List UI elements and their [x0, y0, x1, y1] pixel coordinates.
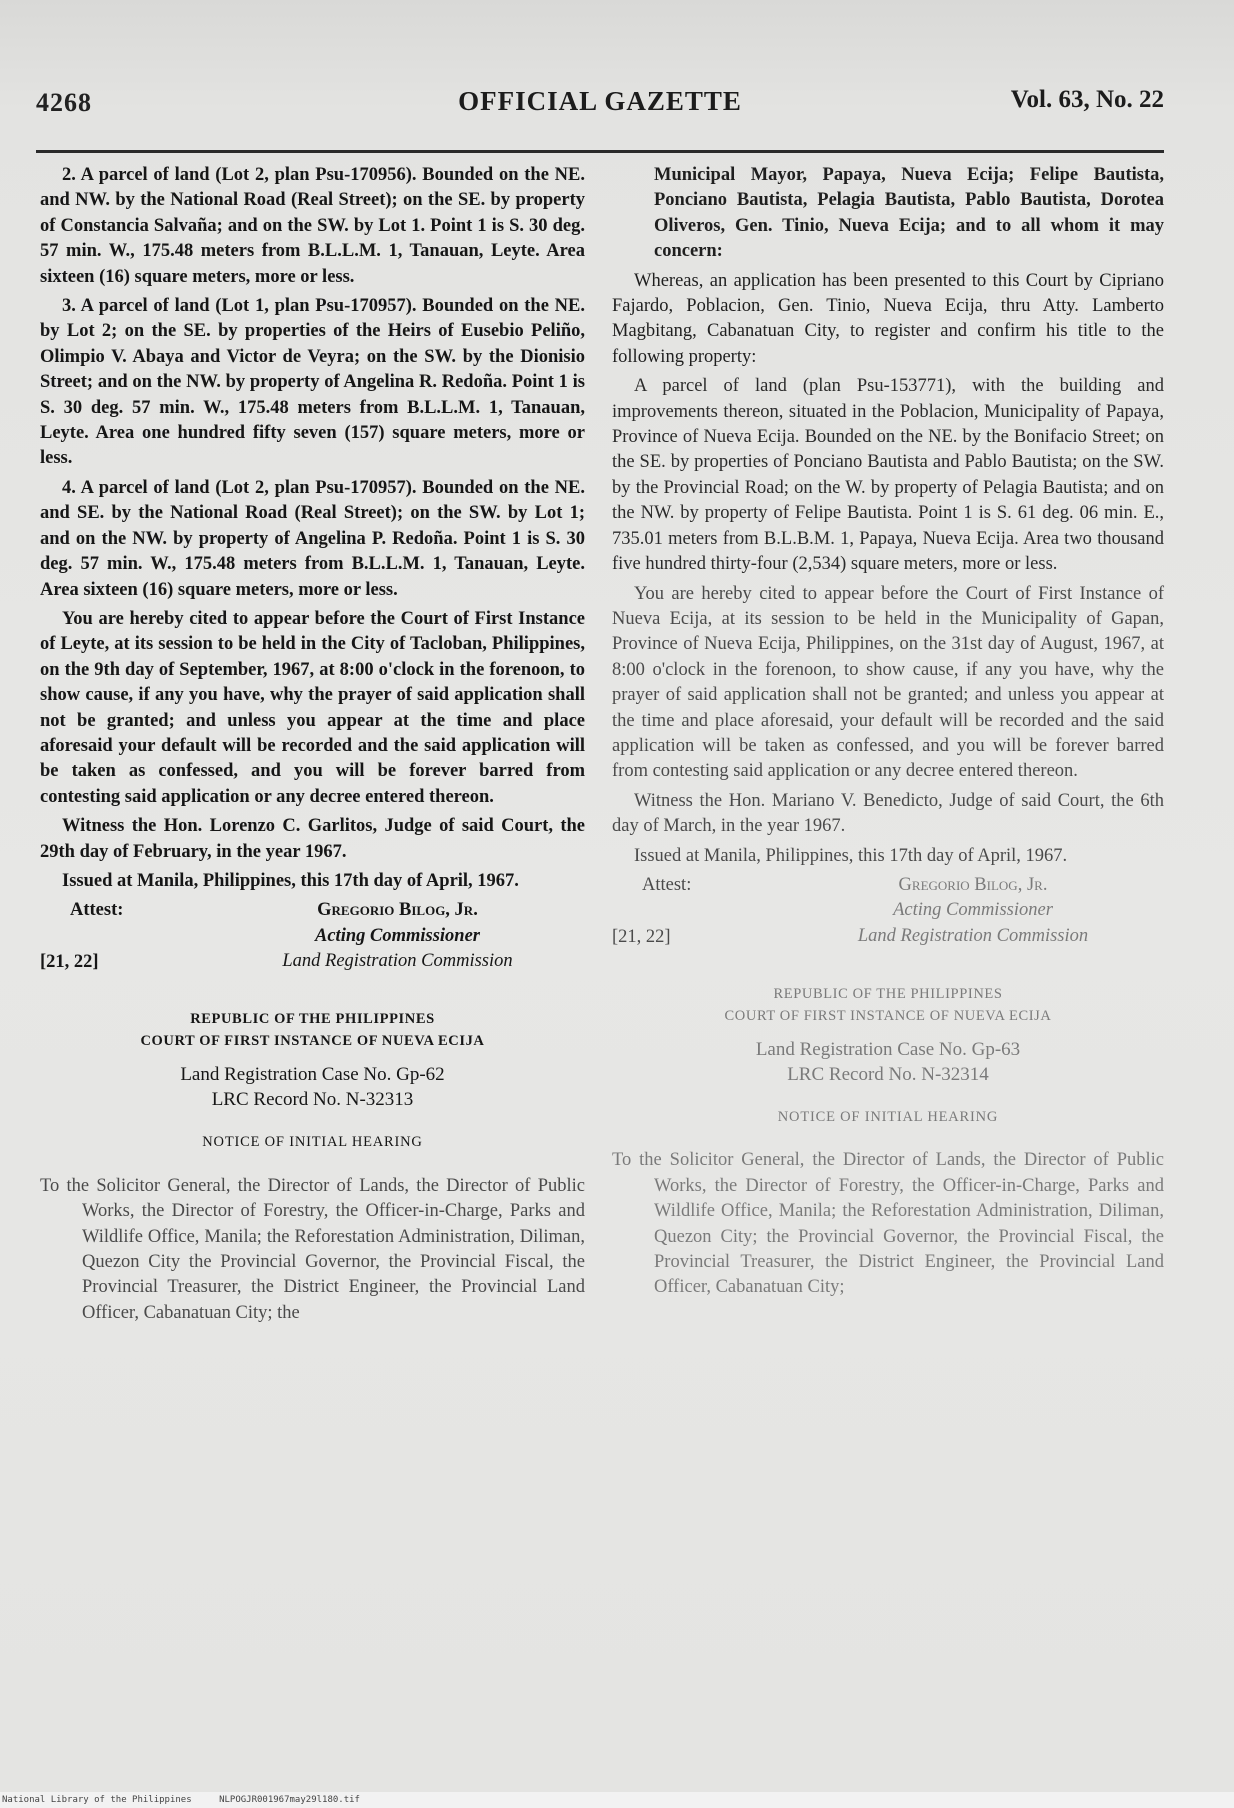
- case-number: Land Registration Case No. Gp-62: [180, 1064, 445, 1086]
- addressees-continued: Municipal Mayor, Papaya, Nueva Ecija; Felipe Bautista, Ponciano Bautista, Pelagia Bautista, Pablo Bautista, Dorotea Oliveros, Gen. Tinio, Nueva Ecija; and to all whom it may concern:: [654, 165, 1164, 262]
- library-credit: National Library of the Philippines: [2, 1795, 192, 1805]
- signer: [210, 898, 585, 974]
- citation-paragraph: You are hereby cited to appear before the Court of First Instance of Leyte, at its session to be held in the City of Tacloban, Philippines, on the 9th day of September, 1967, at 8:00 o'clock in the forenoon, to show cause, if any you have, why the prayer of said application shall not be granted; and unless you appear at the time and place aforesaid your default will be recorded and the said application will be taken as confessed, and you will be forever barred from contesting said application or any decree entered thereon.: [40, 608, 585, 807]
- signature-block: [612, 873, 1164, 953]
- parcel-2-paragraph: 2. A parcel of land (Lot 2, plan Psu-170956). Bounded on the NE. and NW. by the National Road (Real Street); on the SE. by property of Constancia Salvaña; and on the SW. by Lot 1. Point 1 is S. 30 deg. 57 min. W., 175.48 meters from B.L.L.M. 1, Tanauan, Leyte. Area sixteen (16) square meters, more or less.: [40, 165, 585, 287]
- left-column: [40, 163, 585, 1330]
- signer-office: Land Registration Commission: [282, 951, 513, 972]
- witness-paragraph: Witness the Hon. Mariano V. Benedicto, Judge of said Court, the 6th day of March, in the year 1967.: [612, 790, 1164, 837]
- lrc-record: LRC Record No. N-32314: [787, 1063, 989, 1085]
- signature-block: [40, 898, 585, 978]
- addressees-paragraph: To the Solicitor General, the Director of Lands, the Director of Public Works, the Director of Forestry, the Officer-in-Charge, Parks and Wildlife Office, Manila; the Reforestation Administration, Diliman, Quezon City; the Provincial Governor, the Provincial Fiscal, the Provincial Treasurer, the District Engineer, the Provincial Land Officer, Cabanatuan City;: [612, 1150, 1164, 1298]
- whereas-paragraph: Whereas, an application has been presented to this Court by Cipriano Fajardo, Poblacion, Gen. Tinio, Nueva Ecija, thru Atty. Lamberto Magbitang, Cabanatuan City, to register and confirm his title to the following property:: [612, 270, 1164, 367]
- attest-label: Attest:: [70, 900, 124, 921]
- signer-name: Gregorio Bilog, Jr.: [317, 900, 478, 921]
- scan-filename: NLPOGJR001967may29l180.tif: [219, 1795, 360, 1805]
- notice-title: NOTICE OF INITIAL HEARING: [777, 1108, 999, 1125]
- page-header: [36, 82, 1164, 128]
- parcel-3-paragraph: 3. A parcel of land (Lot 1, plan Psu-170957). Bounded on the NE. by Lot 2; on the SE. by properties of the Heirs of Eusebio Peliño, Olimpio V. Abaya and Victor de Veyra; on the SW. by the Dionisio Street; and on the NW. by property of Angelina R. Redoña. Point 1 is S. 30 deg. 57 min. W., 175.48 meters from B.L.L.M. 1, Tanauan, Leyte. Area one hundred fifty seven (157) square meters, more or less.: [40, 296, 585, 469]
- issued-paragraph: Issued at Manila, Philippines, this 17th day of April, 1967.: [62, 870, 519, 891]
- signer-office: Land Registration Commission: [857, 925, 1089, 946]
- republic-heading: REPUBLIC OF THE PHILIPPINES: [190, 1011, 435, 1028]
- lrc-record: LRC Record No. N-32313: [211, 1089, 414, 1111]
- header-rule: [36, 150, 1164, 153]
- court-heading: COURT OF FIRST INSTANCE OF NUEVA ECIJA: [140, 1033, 485, 1050]
- republic-heading: REPUBLIC OF THE PHILIPPINES: [773, 985, 1003, 1002]
- parcel-4-paragraph: 4. A parcel of land (Lot 2, plan Psu-170957). Bounded on the NE. and SE. by the National Road (Real Street); on the SW. by Lot 1; and on the NW. by property of Angelina P. Redoña. Point 1 is S. 30 deg. 57 min. W., 175.48 meters from B.L.L.M. 1, Tanauan, Leyte. Area sixteen (16) square meters, more or less.: [40, 477, 585, 600]
- parcel-paragraph: A parcel of land (plan Psu-153771), with the building and improvements thereon, situated in the Poblacion, Municipality of Papaya, Province of Nueva Ecija. Bounded on the NE. by the Bonifacio Street; on the SE. by properties of Ponciano Bautista and Pablo Bautista; on the SW. by the Provincial Road; on the W. by property of Pelagia Bautista; and on the NW. by property of Felipe Bautista. Point 1 is S. 61 deg. 06 min. E., 735.01 meters from B.L.B.M. 1, Papaya, Nueva Ecija. Area two thousand five hundred thirty-four (2,534) square meters, more or less.: [612, 376, 1164, 575]
- citation-paragraph: You are hereby cited to appear before the Court of First Instance of Nueva Ecija, at its session to be held in the Municipality of Gapan, Province of Nueva Ecija, Philippines, on the 31st day of August, 1967, at 8:00 o'clock in the forenoon, to show cause, if any you have, why the prayer of said application shall not be granted; and unless you appear at the time and place aforesaid, your default will be recorded and the said application will be taken as confessed, and you will be forever barred from contesting said application or any decree entered thereon.: [612, 583, 1164, 782]
- scan-footer: [0, 1792, 1234, 1808]
- signer-title: Acting Commissioner: [893, 900, 1053, 921]
- issued-paragraph: Issued at Manila, Philippines, this 17th day of April, 1967.: [634, 845, 1068, 866]
- signer: [782, 873, 1164, 949]
- case-number: Land Registration Case No. Gp-63: [755, 1038, 1021, 1060]
- witness-paragraph: Witness the Hon. Lorenzo C. Garlitos, Judge of said Court, the 29th day of February, in the year 1967.: [40, 816, 585, 862]
- signer-name: Gregorio Bilog, Jr.: [898, 874, 1048, 895]
- court-heading: COURT OF FIRST INSTANCE OF NUEVA ECIJA: [724, 1007, 1052, 1024]
- notice-heading-block: [40, 1008, 585, 1155]
- issue-reference: [21, 22]: [612, 926, 671, 947]
- page-number: 4268: [36, 88, 92, 117]
- publication-title: OFFICIAL GAZETTE: [458, 86, 742, 116]
- volume-issue: Vol. 63, No. 22: [1010, 86, 1164, 113]
- signer-title: Acting Commissioner: [315, 925, 480, 946]
- attest-label: Attest:: [642, 874, 692, 895]
- issue-reference: [21, 22]: [40, 952, 99, 973]
- notice-title: NOTICE OF INITIAL HEARING: [202, 1134, 423, 1151]
- addressees-paragraph: To the Solicitor General, the Director of Lands, the Director of Public Works, the Director of Forestry, the Officer-in-Charge, Parks and Wildlife Office, Manila; the Reforestation Administration, Diliman, Quezon City the Provincial Governor, the Provincial Fiscal, the Provincial Treasurer, the District Engineer, the Provincial Land Officer, Cabanatuan City; the: [40, 1175, 585, 1323]
- notice-heading-block: [612, 983, 1164, 1130]
- right-column: [612, 163, 1164, 1305]
